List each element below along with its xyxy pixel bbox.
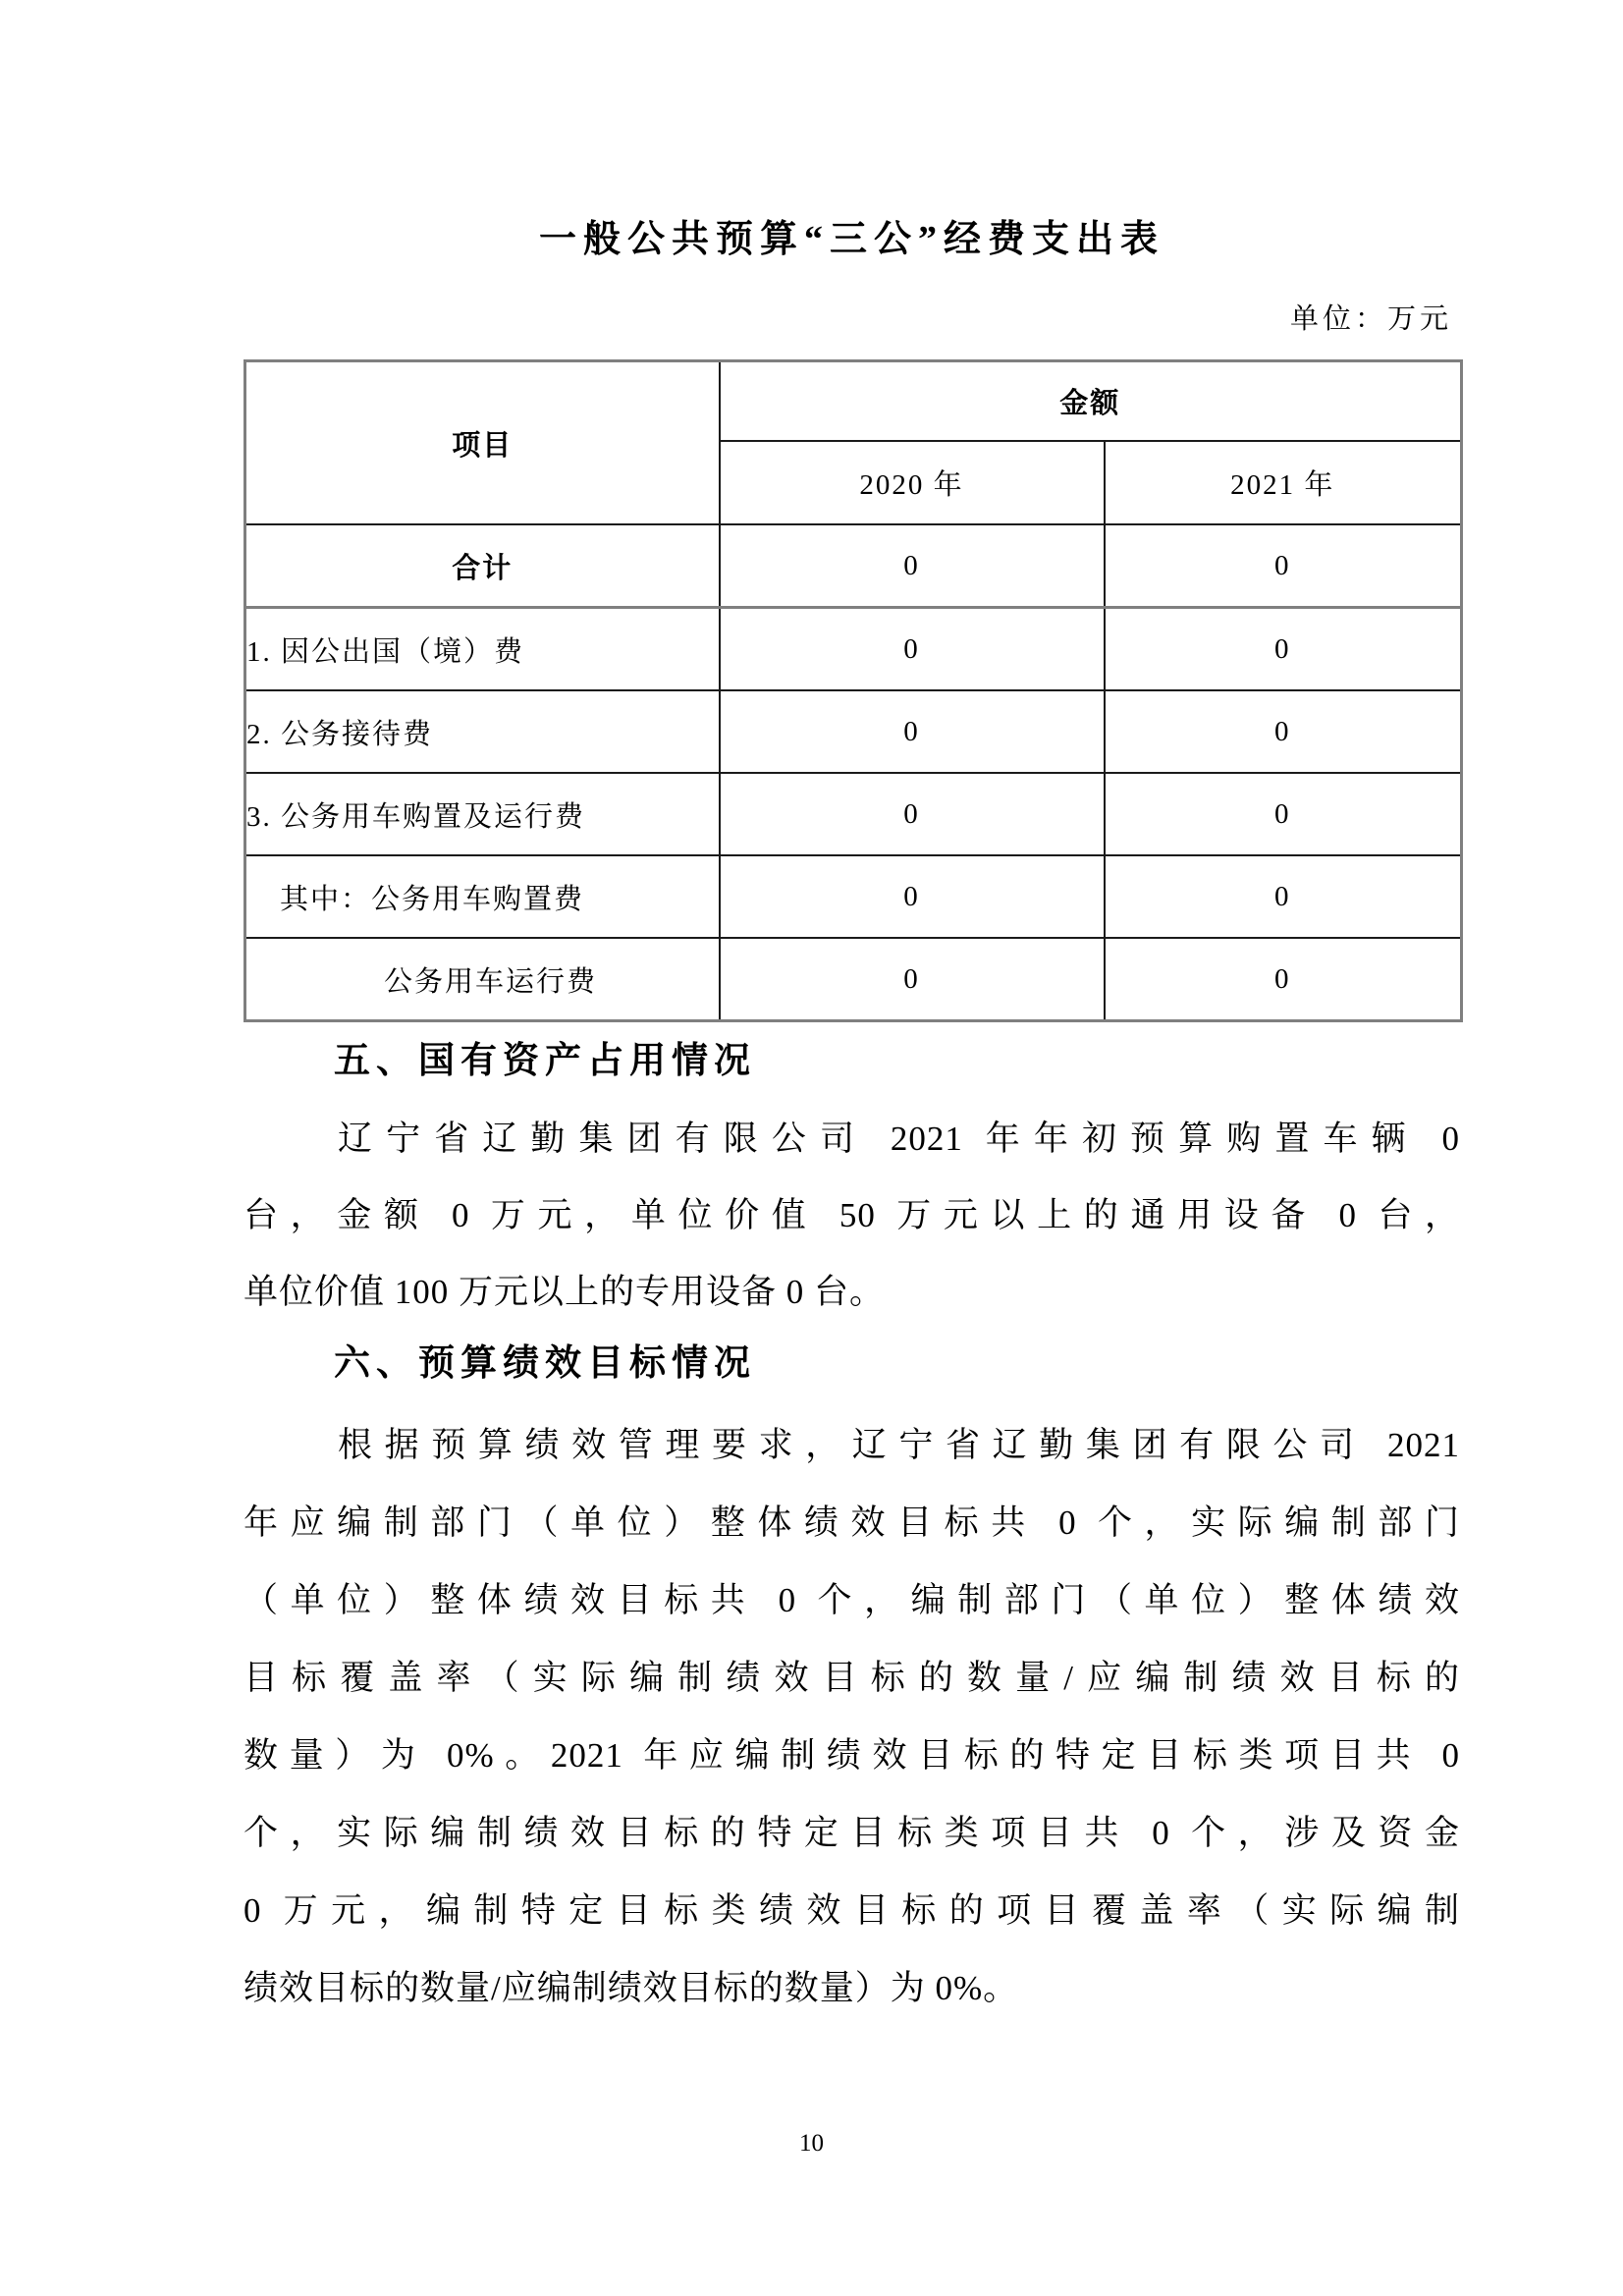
- table-row-total: [245, 524, 1462, 608]
- header-cell-amount: 金额: [720, 361, 1462, 442]
- section-6-paragraph: [243, 1406, 1460, 2027]
- row-label-vehicle-operation: 公务用车运行费: [245, 938, 720, 1021]
- paragraph-line: 根据预算绩效管理要求，辽宁省辽勤集团有限公司 2021: [338, 1426, 1460, 1464]
- cell-vehicle-operation-2021: 0: [1105, 938, 1462, 1021]
- row-label-vehicle-total: 3. 公务用车购置及运行费: [245, 773, 720, 855]
- table-row-vehicle-operation: [245, 938, 1462, 1021]
- header-cell-2020: 2020 年: [720, 441, 1105, 524]
- row-label-vehicle-purchase: 其中：公务用车购置费: [245, 855, 720, 938]
- paragraph-line: 目标覆盖率（实际编制绩效目标的数量/应编制绩效目标的: [243, 1659, 1460, 1697]
- cell-vehicle-operation-2020: 0: [720, 938, 1105, 1021]
- cell-vehicle-total-2020: 0: [720, 773, 1105, 855]
- unit-label: 单位：万元: [1289, 303, 1452, 335]
- cell-abroad-2021: 0: [1105, 608, 1462, 691]
- row-label-total: 合计: [245, 524, 720, 608]
- paragraph-line: 0 万元，编制特定目标类绩效目标的项目覆盖率（实际编制: [243, 1891, 1460, 1930]
- paragraph-line: 年应编制部门（单位）整体绩效目标共 0 个，实际编制部门: [243, 1503, 1460, 1542]
- paragraph-line: 单位价值 100 万元以上的专用设备 0 台。: [243, 1273, 886, 1311]
- cell-vehicle-purchase-2020: 0: [720, 855, 1105, 938]
- table-row-reception: [245, 690, 1462, 773]
- row-label-abroad: 1. 因公出国（境）费: [245, 608, 720, 691]
- paragraph-line: 台，金额 0 万元，单位价值 50 万元以上的通用设备 0 台，: [243, 1196, 1460, 1234]
- section-5-paragraph: [243, 1101, 1460, 1331]
- expense-table-wrapper: [243, 359, 1463, 1022]
- section-heading-6: 六、预算绩效目标情况: [334, 1342, 756, 1383]
- cell-total-2021: 0: [1105, 524, 1462, 608]
- paragraph-line: 绩效目标的数量/应编制绩效目标的数量）为 0%。: [243, 1969, 1019, 2007]
- paragraph-line: 数量）为 0%。2021 年应编制绩效目标的特定目标类项目共 0: [243, 1736, 1460, 1775]
- paragraph-line: 辽宁省辽勤集团有限公司 2021 年年初预算购置车辆 0: [338, 1120, 1460, 1158]
- header-cell-item: 项目: [245, 361, 720, 525]
- cell-reception-2021: 0: [1105, 690, 1462, 773]
- table-row-abroad: [245, 608, 1462, 691]
- table-header-row-1: [245, 361, 1462, 442]
- cell-total-2020: 0: [720, 524, 1105, 608]
- doc-title: 一般公共预算“三公”经费支出表: [538, 219, 1164, 260]
- cell-vehicle-total-2021: 0: [1105, 773, 1462, 855]
- cell-vehicle-purchase-2021: 0: [1105, 855, 1462, 938]
- paragraph-line: 个，实际编制绩效目标的特定目标类项目共 0 个，涉及资金: [243, 1814, 1460, 1852]
- cell-abroad-2020: 0: [720, 608, 1105, 691]
- page-number: 10: [799, 2130, 824, 2157]
- three-public-expense-table: [243, 359, 1463, 1022]
- row-label-reception: 2. 公务接待费: [245, 690, 720, 773]
- section-heading-5: 五、国有资产占用情况: [334, 1040, 756, 1080]
- cell-reception-2020: 0: [720, 690, 1105, 773]
- table-row-vehicle-total: [245, 773, 1462, 855]
- table-row-vehicle-purchase: [245, 855, 1462, 938]
- header-cell-2021: 2021 年: [1105, 441, 1462, 524]
- paragraph-line: （单位）整体绩效目标共 0 个，编制部门（单位）整体绩效: [243, 1581, 1460, 1619]
